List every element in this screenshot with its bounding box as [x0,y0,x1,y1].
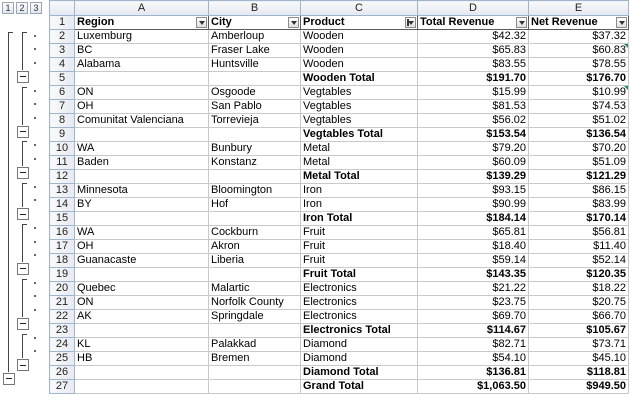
cell[interactable] [75,324,209,338]
cell[interactable]: $18.40 [418,240,529,254]
cell[interactable]: Iron Total [301,212,418,226]
cell[interactable]: $86.15 [529,184,629,198]
row-header[interactable]: 26 [50,366,75,380]
filter-dropdown-icon[interactable] [405,17,416,28]
cell[interactable]: Wooden [301,30,418,44]
outline-level-3-button[interactable]: 3 [30,2,42,14]
cell[interactable] [75,170,209,184]
table-row [50,142,629,156]
cell[interactable] [75,268,209,282]
cell[interactable]: HB [75,352,209,366]
cell[interactable]: Fruit Total [301,268,418,282]
filter-dropdown-icon[interactable] [196,17,207,28]
column-header-c[interactable]: C [301,1,418,16]
row-header[interactable]: 5 [50,72,75,86]
row-header[interactable]: 14 [50,198,75,212]
cell[interactable]: Fruit [301,254,418,268]
outline-dot-icon [34,35,36,37]
cell[interactable]: Vegtables [301,100,418,114]
cell[interactable]: $118.81 [529,366,629,380]
cell[interactable]: Akron [209,240,301,254]
row-header[interactable]: 7 [50,100,75,114]
cell[interactable]: BY [75,198,209,212]
table-row [50,198,629,212]
row-header[interactable]: 8 [50,114,75,128]
cell[interactable]: Fraser Lake [209,44,301,58]
table-row [50,338,629,352]
outline-pane [0,0,49,404]
filter-dropdown-icon[interactable] [516,17,527,28]
cell[interactable]: $20.75 [529,296,629,310]
row-header[interactable]: 20 [50,282,75,296]
cell[interactable]: Metal [301,156,418,170]
cell[interactable]: Amberloup [209,30,301,44]
cell[interactable]: Huntsville [209,58,301,72]
cell[interactable]: San Pablo [209,100,301,114]
cell[interactable]: Vegtables [301,114,418,128]
outline-dot-icon [34,158,36,160]
select-all-corner[interactable] [50,1,75,16]
header-cell[interactable] [75,16,209,30]
outline-dot-icon [34,186,36,188]
cell[interactable] [209,268,301,282]
cell[interactable]: OH [75,240,209,254]
cell[interactable]: $81.53 [418,100,529,114]
cell[interactable] [75,380,209,394]
cell[interactable]: $83.55 [418,58,529,72]
row-header[interactable]: 6 [50,86,75,100]
outline-dot-icon [34,295,36,297]
cell[interactable]: $15.99 [418,86,529,100]
cell[interactable]: $56.02 [418,114,529,128]
header-cell[interactable] [529,16,629,30]
cell[interactable]: Malartic [209,282,301,296]
table-row [50,282,629,296]
cell[interactable]: $136.81 [418,366,529,380]
cell[interactable] [75,128,209,142]
cell[interactable]: AK [75,310,209,324]
cell[interactable] [209,128,301,142]
cell[interactable] [209,72,301,86]
cell[interactable]: Iron [301,198,418,212]
cell[interactable]: Bloomington [209,184,301,198]
table-row [50,86,629,100]
column-header-e[interactable]: E [529,1,629,16]
row-header[interactable]: 15 [50,212,75,226]
table-row [50,184,629,198]
cell[interactable]: $18.22 [529,282,629,296]
filter-dropdown-icon[interactable] [288,17,299,28]
cell[interactable]: $10.99 [529,86,629,100]
cell[interactable]: Baden [75,156,209,170]
outline-level-2-button[interactable]: 2 [16,2,28,14]
cell[interactable]: $51.09 [529,156,629,170]
cell[interactable]: Guanacaste [75,254,209,268]
cell[interactable]: Cockburn [209,226,301,240]
cell[interactable] [209,324,301,338]
cell[interactable]: Bremen [209,352,301,366]
row-header[interactable]: 18 [50,254,75,268]
table-row [50,100,629,114]
outline-level-1-button[interactable]: 1 [2,2,14,14]
cell[interactable]: $45.10 [529,352,629,366]
cell[interactable] [75,72,209,86]
header-cell[interactable] [301,16,418,30]
cell[interactable]: $54.10 [418,352,529,366]
row-header[interactable]: 13 [50,184,75,198]
outline-dot-icon [34,337,36,339]
collapse-group-icon[interactable] [17,318,29,330]
cell[interactable]: $153.54 [418,128,529,142]
cell[interactable]: $949.50 [529,380,629,394]
cell[interactable]: $191.70 [418,72,529,86]
header-label: Net Revenue [531,16,598,28]
cell[interactable]: Bunbury [209,142,301,156]
cell[interactable]: Electronics Total [301,324,418,338]
table-row [50,16,629,30]
cell[interactable]: $21.22 [418,282,529,296]
collapse-group-icon[interactable] [17,208,29,220]
table-row [50,380,629,394]
cell[interactable]: Diamond [301,352,418,366]
header-cell[interactable] [418,16,529,30]
cell[interactable]: Electronics [301,296,418,310]
table-row [50,324,629,338]
cell[interactable]: $60.83 [529,44,629,58]
outline-dot-icon [34,309,36,311]
outline-dot-icon [34,254,36,256]
cell[interactable]: Torrevieja [209,114,301,128]
collapse-group-icon[interactable] [17,71,29,83]
table-row [50,44,629,58]
row-header[interactable]: 22 [50,310,75,324]
cell[interactable]: $114.67 [418,324,529,338]
table-row [50,352,629,366]
outline-dot-icon [34,282,36,284]
cell[interactable]: $82.71 [418,338,529,352]
row-header[interactable]: 10 [50,142,75,156]
cell[interactable]: Wooden Total [301,72,418,86]
collapse-group-icon[interactable] [17,167,29,179]
cell[interactable]: $69.70 [418,310,529,324]
cell[interactable]: $23.75 [418,296,529,310]
row-header[interactable]: 1 [50,16,75,30]
outline-bracket [22,141,27,165]
table-row [50,240,629,254]
collapse-group-icon[interactable] [17,359,29,371]
cell[interactable]: Alabama [75,58,209,72]
outline-dot-icon [34,90,36,92]
header-label: Product [303,16,345,28]
table-row [50,72,629,86]
outline-bracket [22,32,27,70]
cell[interactable]: Liberia [209,254,301,268]
header-cell[interactable] [209,16,301,30]
cell[interactable]: Minnesota [75,184,209,198]
outline-bracket [22,279,27,317]
cell[interactable]: Springdale [209,310,301,324]
row-header[interactable]: 9 [50,128,75,142]
cell[interactable]: Palakkad [209,338,301,352]
cell[interactable]: Grand Total [301,380,418,394]
cell[interactable] [209,366,301,380]
cell[interactable]: Comunitat Valenciana [75,114,209,128]
cell[interactable] [209,212,301,226]
column-header-a[interactable]: A [75,1,209,16]
outline-dot-icon [34,103,36,105]
cell[interactable]: $176.70 [529,72,629,86]
collapse-group-icon[interactable] [17,263,29,275]
cell[interactable]: $78.55 [529,58,629,72]
table-row [50,114,629,128]
column-header-d[interactable]: D [418,1,529,16]
row-header[interactable]: 23 [50,324,75,338]
cell[interactable]: $70.20 [529,142,629,156]
cell[interactable]: $83.99 [529,198,629,212]
cell[interactable]: Wooden [301,58,418,72]
cell[interactable]: $1,063.50 [418,380,529,394]
outline-dot-icon [34,241,36,243]
collapse-all-icon[interactable] [3,373,15,385]
cell[interactable]: Quebec [75,282,209,296]
cell[interactable]: ON [75,296,209,310]
row-header[interactable]: 16 [50,226,75,240]
cell[interactable]: $90.99 [418,198,529,212]
cell[interactable]: WA [75,226,209,240]
cell[interactable]: WA [75,142,209,156]
cell[interactable]: Metal [301,142,418,156]
table-row [50,310,629,324]
table-row [50,30,629,44]
cell[interactable]: $65.81 [418,226,529,240]
cell[interactable]: $121.29 [529,170,629,184]
cell[interactable]: $56.81 [529,226,629,240]
cell[interactable]: $11.40 [529,240,629,254]
cell[interactable]: Diamond [301,338,418,352]
table-row [50,268,629,282]
cell[interactable]: $66.70 [529,310,629,324]
cell[interactable]: KL [75,338,209,352]
outline-dot-icon [34,199,36,201]
cell[interactable]: $42.32 [418,30,529,44]
cell[interactable]: $59.14 [418,254,529,268]
row-header[interactable]: 11 [50,156,75,170]
cell[interactable]: $74.53 [529,100,629,114]
row-header[interactable]: 2 [50,30,75,44]
cell[interactable] [75,212,209,226]
row-header[interactable]: 27 [50,380,75,394]
cell[interactable]: $93.15 [418,184,529,198]
cell[interactable]: Osgoode [209,86,301,100]
row-header[interactable]: 12 [50,170,75,184]
table-row [50,254,629,268]
outline-dot-icon [34,350,36,352]
outline-bracket [22,183,27,207]
cell[interactable]: $37.32 [529,30,629,44]
cell[interactable]: ON [75,86,209,100]
cell[interactable]: Electronics [301,310,418,324]
outline-dot-icon [34,62,36,64]
cell[interactable]: OH [75,100,209,114]
cell[interactable]: Luxemburg [75,30,209,44]
table-row [50,156,629,170]
cell[interactable]: $120.35 [529,268,629,282]
table-row [50,226,629,240]
cell[interactable]: Diamond Total [301,366,418,380]
cell[interactable]: $51.02 [529,114,629,128]
cell[interactable]: BC [75,44,209,58]
cell[interactable]: Vegtables [301,86,418,100]
cell[interactable] [209,380,301,394]
cell[interactable]: $170.14 [529,212,629,226]
outline-dot-icon [34,117,36,119]
collapse-group-icon[interactable] [17,126,29,138]
cell[interactable]: $79.20 [418,142,529,156]
cell[interactable]: $184.14 [418,212,529,226]
spreadsheet-grid [49,0,630,404]
outline-dot-icon [34,144,36,146]
column-header-b[interactable]: B [209,1,301,16]
cell[interactable] [209,170,301,184]
table-row [50,366,629,380]
cell[interactable]: Electronics [301,282,418,296]
table-row [50,128,629,142]
cell[interactable]: Fruit [301,240,418,254]
table-row [50,58,629,72]
cell[interactable]: Vegtables Total [301,128,418,142]
cell[interactable]: $143.35 [418,268,529,282]
row-header[interactable]: 19 [50,268,75,282]
cell[interactable]: $105.67 [529,324,629,338]
row-header[interactable]: 3 [50,44,75,58]
outline-bracket [22,224,27,262]
cell[interactable]: $65.83 [418,44,529,58]
outline-bracket [22,87,27,125]
header-label: Region [77,16,115,28]
cell[interactable]: $136.54 [529,128,629,142]
table-row [50,212,629,226]
cell[interactable]: Hof [209,198,301,212]
cell[interactable]: Norfolk County [209,296,301,310]
cell[interactable]: Iron [301,184,418,198]
cell[interactable]: Wooden [301,44,418,58]
filter-dropdown-icon[interactable] [616,17,627,28]
outline-bracket-outer [8,32,13,372]
outline-bracket [22,334,27,358]
cell[interactable]: Metal Total [301,170,418,184]
row-header[interactable]: 21 [50,296,75,310]
outline-dot-icon [34,48,36,50]
cell[interactable]: Fruit [301,226,418,240]
table-row [50,170,629,184]
header-label: Total Revenue [420,16,495,28]
table-row [50,296,629,310]
cell[interactable]: Konstanz [209,156,301,170]
cell[interactable]: $139.29 [418,170,529,184]
cell[interactable]: $52.14 [529,254,629,268]
cell[interactable]: $73.71 [529,338,629,352]
cell[interactable] [75,366,209,380]
row-header[interactable]: 4 [50,58,75,72]
row-header[interactable]: 24 [50,338,75,352]
outline-dot-icon [34,227,36,229]
row-header[interactable]: 17 [50,240,75,254]
header-label: City [211,16,232,28]
worksheet-table [49,0,629,394]
cell[interactable]: $60.09 [418,156,529,170]
row-header[interactable]: 25 [50,352,75,366]
